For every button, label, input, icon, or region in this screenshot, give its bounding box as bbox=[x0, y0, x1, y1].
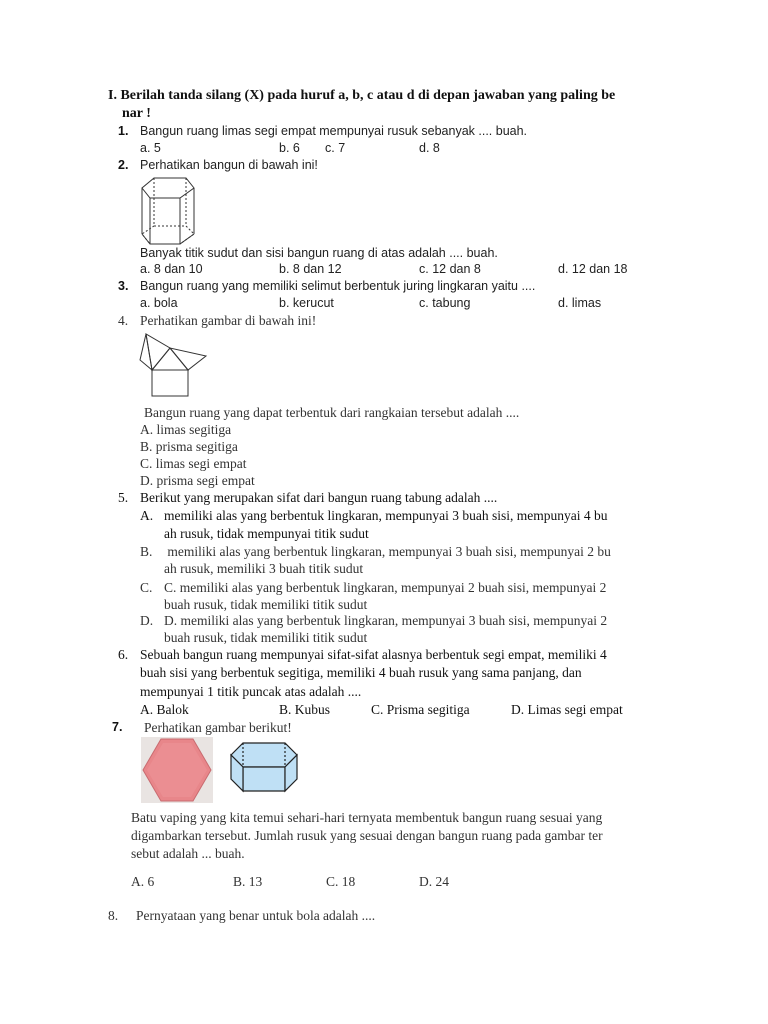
q2-number: 2. bbox=[118, 158, 129, 172]
q3-option-d[interactable]: d. limas bbox=[558, 296, 602, 310]
q1-number: 1. bbox=[118, 124, 129, 138]
hexagonal-paving-stone-icon bbox=[141, 737, 213, 803]
q5-option-b-line2: ah rusuk, memiliki 3 buah titik sudut bbox=[164, 561, 364, 576]
q6-line2: buah sisi yang berbentuk segitiga, memiliki 4 buah rusuk yang sama panjang, dan bbox=[140, 665, 582, 680]
q2-option-b[interactable]: b. 8 dan 12 bbox=[279, 262, 342, 276]
q5-option-c-line1: C. memiliki alas yang berbentuk lingkaran, mempunyai 2 buah sisi, mempunyai 2 bbox=[164, 580, 607, 595]
q7-line1: Batu vaping yang kita temui sehari-hari ternyata membentuk bangun ruang sesuai yang bbox=[131, 810, 603, 825]
q5-option-d-line1: D. memiliki alas yang berbentuk lingkaran, mempunyai 3 buah sisi, mempunyai 2 bbox=[164, 613, 608, 628]
hexagonal-prism-wireframe-icon bbox=[140, 176, 198, 246]
q4-text: Perhatikan gambar di bawah ini! bbox=[140, 313, 317, 328]
hexagonal-prism-drawing-icon bbox=[229, 741, 299, 793]
q4-option-c[interactable]: C. limas segi empat bbox=[140, 456, 247, 471]
q5-option-d-line2: buah rusuk, tidak memiliki titik sudut bbox=[164, 630, 368, 645]
q1-option-c[interactable]: c. 7 bbox=[325, 141, 346, 155]
q3-text: Bangun ruang yang memiliki selimut berbentuk juring lingkaran yaitu .... bbox=[140, 279, 536, 293]
q7-option-b[interactable]: B. 13 bbox=[233, 874, 263, 889]
q6-option-a[interactable]: A. Balok bbox=[140, 702, 189, 717]
q7-number: 7. bbox=[112, 720, 123, 734]
q1-option-a[interactable]: a. 5 bbox=[140, 141, 161, 155]
instructions-line-2: nar ! bbox=[122, 106, 151, 121]
q4-option-a[interactable]: A. limas segitiga bbox=[140, 422, 232, 437]
q8-text: Pernyataan yang benar untuk bola adalah .... bbox=[136, 908, 376, 923]
q8-number: 8. bbox=[108, 908, 119, 923]
q5-number: 5. bbox=[118, 490, 129, 505]
q5-option-b-letter[interactable]: B. bbox=[140, 544, 153, 559]
q3-option-a[interactable]: a. bola bbox=[140, 296, 178, 310]
q6-option-c[interactable]: C. Prisma segitiga bbox=[371, 702, 470, 717]
q1-text: Bangun ruang limas segi empat mempunyai rusuk sebanyak .... buah. bbox=[140, 124, 528, 138]
q7-text: Perhatikan gambar berikut! bbox=[144, 720, 292, 735]
q5-option-c-line2: buah rusuk, tidak memiliki titik sudut bbox=[164, 597, 368, 612]
q5-option-b-line1: memiliki alas yang berbentuk lingkaran, mempunyai 3 buah sisi, mempunyai 2 bu bbox=[164, 544, 611, 559]
q2-option-c[interactable]: c. 12 dan 8 bbox=[419, 262, 481, 276]
q2-text: Perhatikan bangun di bawah ini! bbox=[140, 158, 318, 172]
q4-followup: Bangun ruang yang dapat terbentuk dari rangkaian tersebut adalah .... bbox=[144, 405, 520, 420]
q6-line1: Sebuah bangun ruang mempunyai sifat-sifat alasnya berbentuk segi empat, memiliki 4 bbox=[140, 647, 607, 662]
q2-option-a[interactable]: a. 8 dan 10 bbox=[140, 262, 203, 276]
q3-number: 3. bbox=[118, 279, 129, 293]
q7-option-d[interactable]: D. 24 bbox=[419, 874, 449, 889]
q3-option-b[interactable]: b. kerucut bbox=[279, 296, 334, 310]
q4-option-b[interactable]: B. prisma segitiga bbox=[140, 439, 238, 454]
q5-option-d-letter[interactable]: D. bbox=[140, 613, 154, 628]
q7-line3: sebut adalah ... buah. bbox=[131, 846, 245, 861]
q2-followup: Banyak titik sudut dan sisi bangun ruang di atas adalah .... buah. bbox=[140, 246, 498, 260]
q6-number: 6. bbox=[118, 647, 129, 662]
q7-option-a[interactable]: A. 6 bbox=[131, 874, 155, 889]
instructions-line-1: I. Berilah tanda silang (X) pada huruf a, b, c atau d di depan jawaban yang paling be bbox=[108, 88, 616, 103]
q6-option-d[interactable]: D. Limas segi empat bbox=[511, 702, 623, 717]
q2-option-d[interactable]: d. 12 dan 18 bbox=[558, 262, 628, 276]
q5-option-c-letter[interactable]: C. bbox=[140, 580, 153, 595]
q1-option-d[interactable]: d. 8 bbox=[419, 141, 440, 155]
q5-text: Berikut yang merupakan sifat dari bangun ruang tabung adalah .... bbox=[140, 490, 498, 505]
q5-option-a-letter[interactable]: A. bbox=[140, 508, 154, 523]
q4-option-d[interactable]: D. prisma segi empat bbox=[140, 473, 255, 488]
q3-option-c[interactable]: c. tabung bbox=[419, 296, 471, 310]
q5-option-a-line2: ah rusuk, tidak mempunyai titik sudut bbox=[164, 526, 369, 541]
q7-option-c[interactable]: C. 18 bbox=[326, 874, 356, 889]
q7-line2: digambarkan tersebut. Jumlah rusuk yang sesuai dengan bangun ruang pada gambar ter bbox=[131, 828, 603, 843]
q4-number: 4. bbox=[118, 313, 129, 328]
q6-option-b[interactable]: B. Kubus bbox=[279, 702, 331, 717]
q6-line3: mempunyai 1 titik puncak atas adalah .... bbox=[140, 684, 362, 699]
q5-option-a-line1: memiliki alas yang berbentuk lingkaran, mempunyai 3 buah sisi, mempunyai 4 bu bbox=[164, 508, 608, 523]
triangular-net-icon bbox=[138, 330, 210, 398]
q1-option-b[interactable]: b. 6 bbox=[279, 141, 300, 155]
